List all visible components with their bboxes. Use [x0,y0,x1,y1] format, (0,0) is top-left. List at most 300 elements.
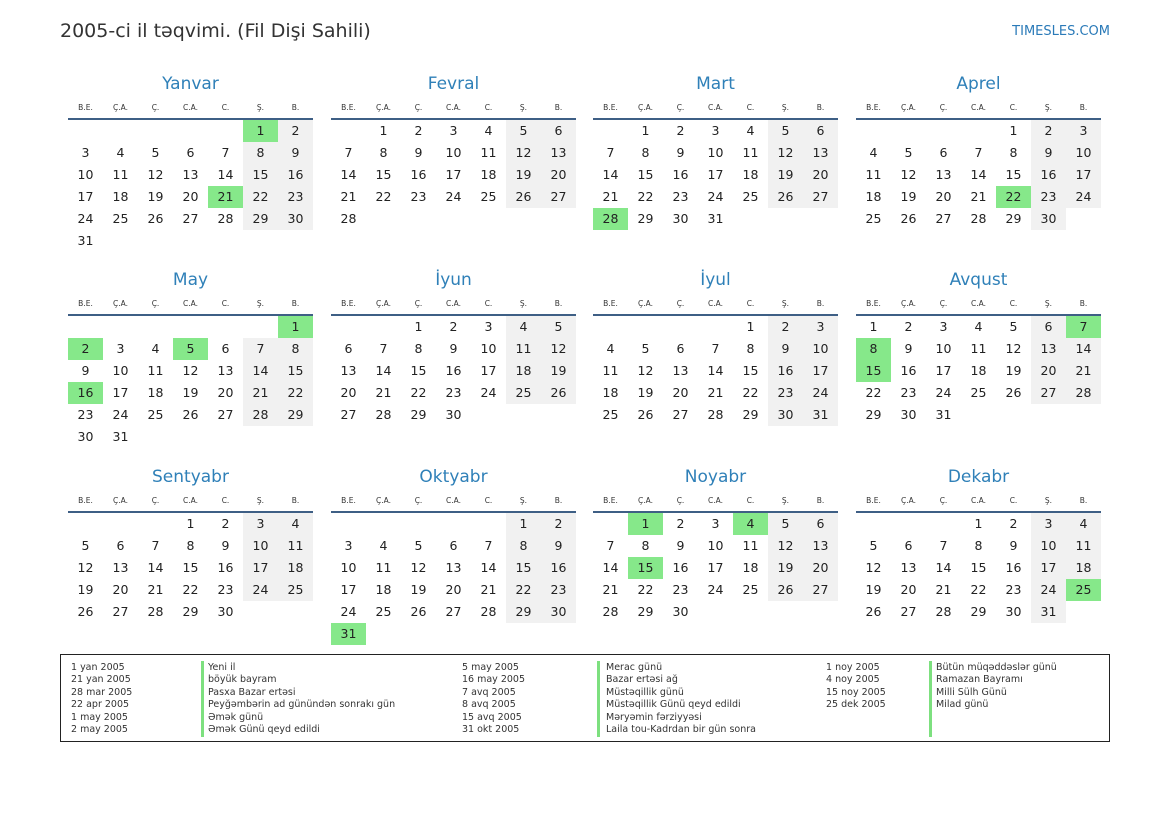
weekday-label: C. [1009,103,1018,112]
day-cell: 18 [865,189,882,204]
day-cell: 19 [1005,363,1022,378]
day-cell: 27 [217,407,234,422]
day-cell: 26 [900,211,917,226]
day-cell: 9 [81,363,90,378]
day-cell: 25 [742,582,759,597]
day-cell: 19 [506,164,541,186]
day-cell: 26 [77,604,94,619]
day-cell: 15 [1005,167,1022,182]
empty-cell [856,120,891,142]
day-cell: 21 [147,582,164,597]
month-1 [68,70,313,252]
day-cell: 27 [445,604,462,619]
day-cell: 23 [1031,186,1066,208]
month-7 [593,266,838,426]
day-cell: 8 [856,338,891,360]
day-cell: 28 [707,407,724,422]
month-11 [593,463,838,623]
day-cell: 18 [112,189,129,204]
day-cell: 25 [147,407,164,422]
day-cell: 26 [768,579,803,601]
site-link[interactable]: TIMESLES.COM [1012,24,1110,39]
weekday-label: Ç.A. [637,103,653,112]
day-cell: 12 [1005,341,1022,356]
day-cell: 28 [147,604,164,619]
day-cell: 31 [707,211,724,226]
day-cell: 7 [606,145,615,160]
day-cell: 29 [637,604,654,619]
day-cell: 18 [147,385,164,400]
day-cell: 10 [340,560,357,575]
day-cell: 19 [147,189,164,204]
weekday-header [593,294,838,316]
weekday-label: Ç.A. [375,496,391,505]
day-cell: 14 [147,560,164,575]
empty-cell [1066,404,1101,426]
weekday-label: B. [1079,496,1088,505]
week-row [331,164,576,186]
day-cell: 12 [900,167,917,182]
empty-cell [401,513,436,535]
day-cell: 4 [151,341,160,356]
day-cell: 18 [375,582,392,597]
week-row [68,535,313,557]
day-cell: 7 [379,341,388,356]
week-row [593,601,838,623]
day-cell: 13 [803,535,838,557]
day-cell: 1 [974,516,983,531]
day-cell: 27 [672,407,689,422]
weekday-label: Ş. [256,103,265,112]
day-cell: 17 [935,363,952,378]
empty-cell [541,404,576,426]
day-cell: 9 [1031,142,1066,164]
day-cell: 6 [344,341,353,356]
empty-cell [278,601,313,623]
day-cell: 19 [768,557,803,579]
month-name: Yanvar [162,74,219,94]
day-cell: 21 [208,186,243,208]
empty-cell [506,208,541,230]
day-cell: 10 [445,145,462,160]
day-cell: 2 [1009,516,1018,531]
day-cell: 13 [112,560,129,575]
day-cell: 22 [506,579,541,601]
empty-cell [436,208,471,230]
week-row [856,557,1101,579]
weekday-label: Ş. [519,496,528,505]
day-cell: 6 [116,538,125,553]
day-cell: 29 [742,407,759,422]
week-row [68,513,313,535]
day-cell: 11 [742,538,759,553]
holiday-name: Peyğəmbərin ad günündən sonrakı gün [208,699,396,711]
week-row [856,360,1101,382]
day-cell: 1 [869,319,878,334]
day-cell: 5 [1009,319,1018,334]
week-row [856,186,1101,208]
day-cell: 30 [768,404,803,426]
day-cell: 5 [904,145,913,160]
weekday-label: Ş. [781,496,790,505]
weekday-label: B. [816,496,825,505]
empty-cell [138,426,173,448]
day-cell: 30 [445,407,462,422]
day-cell: 16 [1031,164,1066,186]
weekday-label: Ş. [519,103,528,112]
day-cell: 29 [637,211,654,226]
day-cell: 11 [602,363,619,378]
holiday-date: 4 noy 2005 [826,674,880,686]
day-cell: 15 [856,360,891,382]
empty-cell [103,316,138,338]
week-row [331,382,576,404]
week-row [331,601,576,623]
day-cell: 23 [672,189,689,204]
day-cell: 26 [506,186,541,208]
day-cell: 31 [935,407,952,422]
week-row [593,557,838,579]
day-cell: 20 [182,189,199,204]
day-cell: 22 [410,385,427,400]
empty-cell [366,316,401,338]
month-10 [331,463,576,645]
week-row [331,557,576,579]
day-cell: 29 [865,407,882,422]
day-cell: 28 [602,604,619,619]
day-cell: 2 [541,513,576,535]
day-cell: 24 [77,211,94,226]
holiday-date: 7 avq 2005 [462,686,516,698]
holiday-date: 15 noy 2005 [826,686,886,698]
day-cell: 7 [151,538,160,553]
day-cell: 6 [676,341,685,356]
day-cell: 27 [541,186,576,208]
day-cell: 2 [1031,120,1066,142]
holiday-name: Məryəmin fərziyyəsi [606,711,702,723]
day-cell: 18 [1066,557,1101,579]
day-cell: 22 [970,582,987,597]
empty-cell [173,120,208,142]
week-row [331,142,576,164]
holiday-marker-bar [201,661,204,737]
day-cell: 30 [1005,604,1022,619]
day-cell: 14 [602,167,619,182]
day-cell: 28 [480,604,497,619]
day-cell: 24 [1031,579,1066,601]
day-cell: 4 [606,341,615,356]
day-cell: 22 [742,385,759,400]
empty-cell [243,230,278,252]
month-name: Sentyabr [152,467,229,487]
weekday-label: B. [816,103,825,112]
month-6 [331,266,576,426]
day-cell: 11 [278,535,313,557]
holiday-name: Müstəqillik Günü qeyd edildi [606,699,741,711]
empty-cell [506,623,541,645]
empty-cell [891,120,926,142]
month-5 [68,266,313,448]
day-cell: 6 [904,538,913,553]
day-cell: 12 [506,142,541,164]
day-cell: 20 [803,557,838,579]
day-cell: 10 [707,538,724,553]
day-cell: 27 [112,604,129,619]
day-cell: 26 [541,382,576,404]
day-cell: 27 [803,186,838,208]
day-cell: 25 [506,382,541,404]
day-cell: 30 [278,208,313,230]
weekday-label: Ç. [151,103,160,112]
day-cell: 24 [112,407,129,422]
weekday-label: Ş. [1044,496,1053,505]
holiday-date: 1 may 2005 [71,711,128,723]
empty-cell [471,404,506,426]
empty-cell [733,208,768,230]
day-cell: 5 [151,145,160,160]
weekday-header [68,491,313,513]
day-cell: 8 [243,142,278,164]
holiday-name: Bütün müqəddəslər günü [936,662,1057,673]
holiday-date: 21 yan 2005 [71,674,131,686]
day-cell: 5 [541,316,576,338]
empty-cell [138,230,173,252]
day-cell: 14 [970,167,987,182]
day-cell: 13 [900,560,917,575]
empty-cell [436,513,471,535]
empty-cell [541,208,576,230]
day-cell: 24 [480,385,497,400]
day-cell: 28 [375,407,392,422]
day-cell: 6 [803,120,838,142]
day-cell: 30 [77,429,94,444]
day-cell: 1 [278,316,313,338]
day-cell: 23 [900,385,917,400]
holidays-list [60,654,1110,742]
day-cell: 8 [974,538,983,553]
day-cell: 30 [217,604,234,619]
weekday-header [331,98,576,120]
week-row [68,142,313,164]
weekday-label: B.E. [866,103,881,112]
day-cell: 5 [641,341,650,356]
day-cell: 10 [112,363,129,378]
week-row [593,360,838,382]
day-cell: 6 [449,538,458,553]
week-row [593,404,838,426]
day-cell: 4 [116,145,125,160]
holiday-name: Əmək günü [208,711,264,723]
day-cell: 7 [484,538,493,553]
weekday-label: B.E. [603,103,618,112]
day-cell: 10 [935,341,952,356]
day-cell: 18 [742,560,759,575]
holiday-date: 2 may 2005 [71,723,128,735]
page-title: 2005-ci il təqvimi. (Fil Dişi Sahili) [60,20,371,42]
holiday-date: 31 okt 2005 [462,723,520,735]
day-cell: 28 [1066,382,1101,404]
holiday-names-column [208,662,395,736]
day-cell: 7 [221,145,230,160]
day-cell: 24 [935,385,952,400]
day-cell: 8 [379,145,388,160]
day-cell: 14 [375,363,392,378]
day-cell: 7 [711,341,720,356]
empty-cell [506,404,541,426]
empty-cell [803,208,838,230]
week-row [331,535,576,557]
weekday-label: C. [484,496,493,505]
day-cell: 10 [243,535,278,557]
week-row [856,208,1101,230]
week-row [593,579,838,601]
week-row [331,208,576,230]
day-cell: 24 [243,579,278,601]
day-cell: 27 [1031,382,1066,404]
weekday-label: B. [1079,103,1088,112]
week-row [331,186,576,208]
day-cell: 31 [112,429,129,444]
week-row [593,186,838,208]
month-9 [68,463,313,623]
day-cell: 1 [414,319,423,334]
weekday-label: C.A. [445,103,461,112]
day-cell: 22 [182,582,199,597]
day-cell: 4 [506,316,541,338]
holiday-dates-column [826,662,886,712]
week-row [68,164,313,186]
week-row [68,338,313,360]
month-name: İyul [700,270,731,290]
weekday-label: B.E. [603,496,618,505]
weekday-label: B.E. [341,299,356,308]
day-cell: 23 [672,582,689,597]
empty-cell [68,513,103,535]
day-cell: 23 [445,385,462,400]
day-cell: 7 [344,145,353,160]
day-cell: 25 [970,385,987,400]
day-cell: 12 [865,560,882,575]
day-cell: 12 [182,363,199,378]
empty-cell [138,513,173,535]
day-cell: 18 [970,363,987,378]
weekday-label: Ç.A. [112,496,128,505]
empty-cell [138,316,173,338]
day-cell: 21 [243,382,278,404]
weekday-label: Ç. [414,103,423,112]
empty-cell [768,601,803,623]
empty-cell [331,120,366,142]
day-cell: 17 [112,385,129,400]
holiday-date: 1 yan 2005 [71,662,125,673]
weekday-label: Ç. [676,299,685,308]
day-cell: 20 [1031,360,1066,382]
day-cell: 16 [68,382,103,404]
week-row [856,142,1101,164]
day-cell: 29 [243,208,278,230]
day-cell: 2 [68,338,103,360]
day-cell: 8 [641,145,650,160]
day-cell: 2 [221,516,230,531]
day-cell: 16 [900,363,917,378]
day-cell: 6 [803,513,838,535]
weekday-label: B. [1079,299,1088,308]
weekday-label: C.A. [970,103,986,112]
weekday-label: C. [221,496,230,505]
day-cell: 11 [480,145,497,160]
month-name: Aprel [956,74,1001,94]
day-cell: 4 [733,513,768,535]
holiday-date: 22 apr 2005 [71,699,130,711]
week-row [593,338,838,360]
empty-cell [996,404,1031,426]
day-cell: 20 [445,582,462,597]
empty-cell [926,120,961,142]
day-cell: 12 [77,560,94,575]
day-cell: 12 [147,167,164,182]
week-row [856,579,1101,601]
empty-cell [961,404,996,426]
day-cell: 15 [375,167,392,182]
holiday-name: Laila tou-Kadrdan bir gün sonra [606,723,756,735]
day-cell: 1 [186,516,195,531]
empty-cell [401,208,436,230]
day-cell: 12 [768,535,803,557]
day-cell: 20 [672,385,689,400]
weekday-header [331,491,576,513]
weekday-label: Ç.A. [375,103,391,112]
month-name: May [172,270,209,290]
day-cell: 22 [375,189,392,204]
weekday-label: B. [291,299,300,308]
day-cell: 11 [506,338,541,360]
week-row [593,208,838,230]
month-3 [593,70,838,230]
weekday-label: Ç.A. [112,299,128,308]
day-cell: 31 [803,404,838,426]
day-cell: 25 [480,189,497,204]
week-row [68,186,313,208]
day-cell: 3 [711,516,720,531]
empty-cell [173,316,208,338]
weekday-label: C.A. [970,299,986,308]
day-cell: 21 [340,189,357,204]
day-cell: 20 [112,582,129,597]
weekday-header [331,294,576,316]
day-cell: 11 [970,341,987,356]
day-cell: 23 [1005,582,1022,597]
day-cell: 4 [1066,513,1101,535]
weekday-label: B.E. [866,299,881,308]
day-cell: 3 [803,316,838,338]
week-row [593,382,838,404]
day-cell: 13 [445,560,462,575]
month-4 [856,70,1101,230]
day-cell: 5 [81,538,90,553]
holiday-date: 15 avq 2005 [462,711,522,723]
day-cell: 13 [340,363,357,378]
day-cell: 20 [900,582,917,597]
weekday-label: Ş. [256,496,265,505]
month-name: Avqust [949,270,1008,290]
day-cell: 1 [628,513,663,535]
day-cell: 4 [869,145,878,160]
empty-cell [138,120,173,142]
day-cell: 4 [746,123,755,138]
weekday-label: C.A. [707,496,723,505]
day-cell: 9 [904,341,913,356]
day-cell: 13 [182,167,199,182]
